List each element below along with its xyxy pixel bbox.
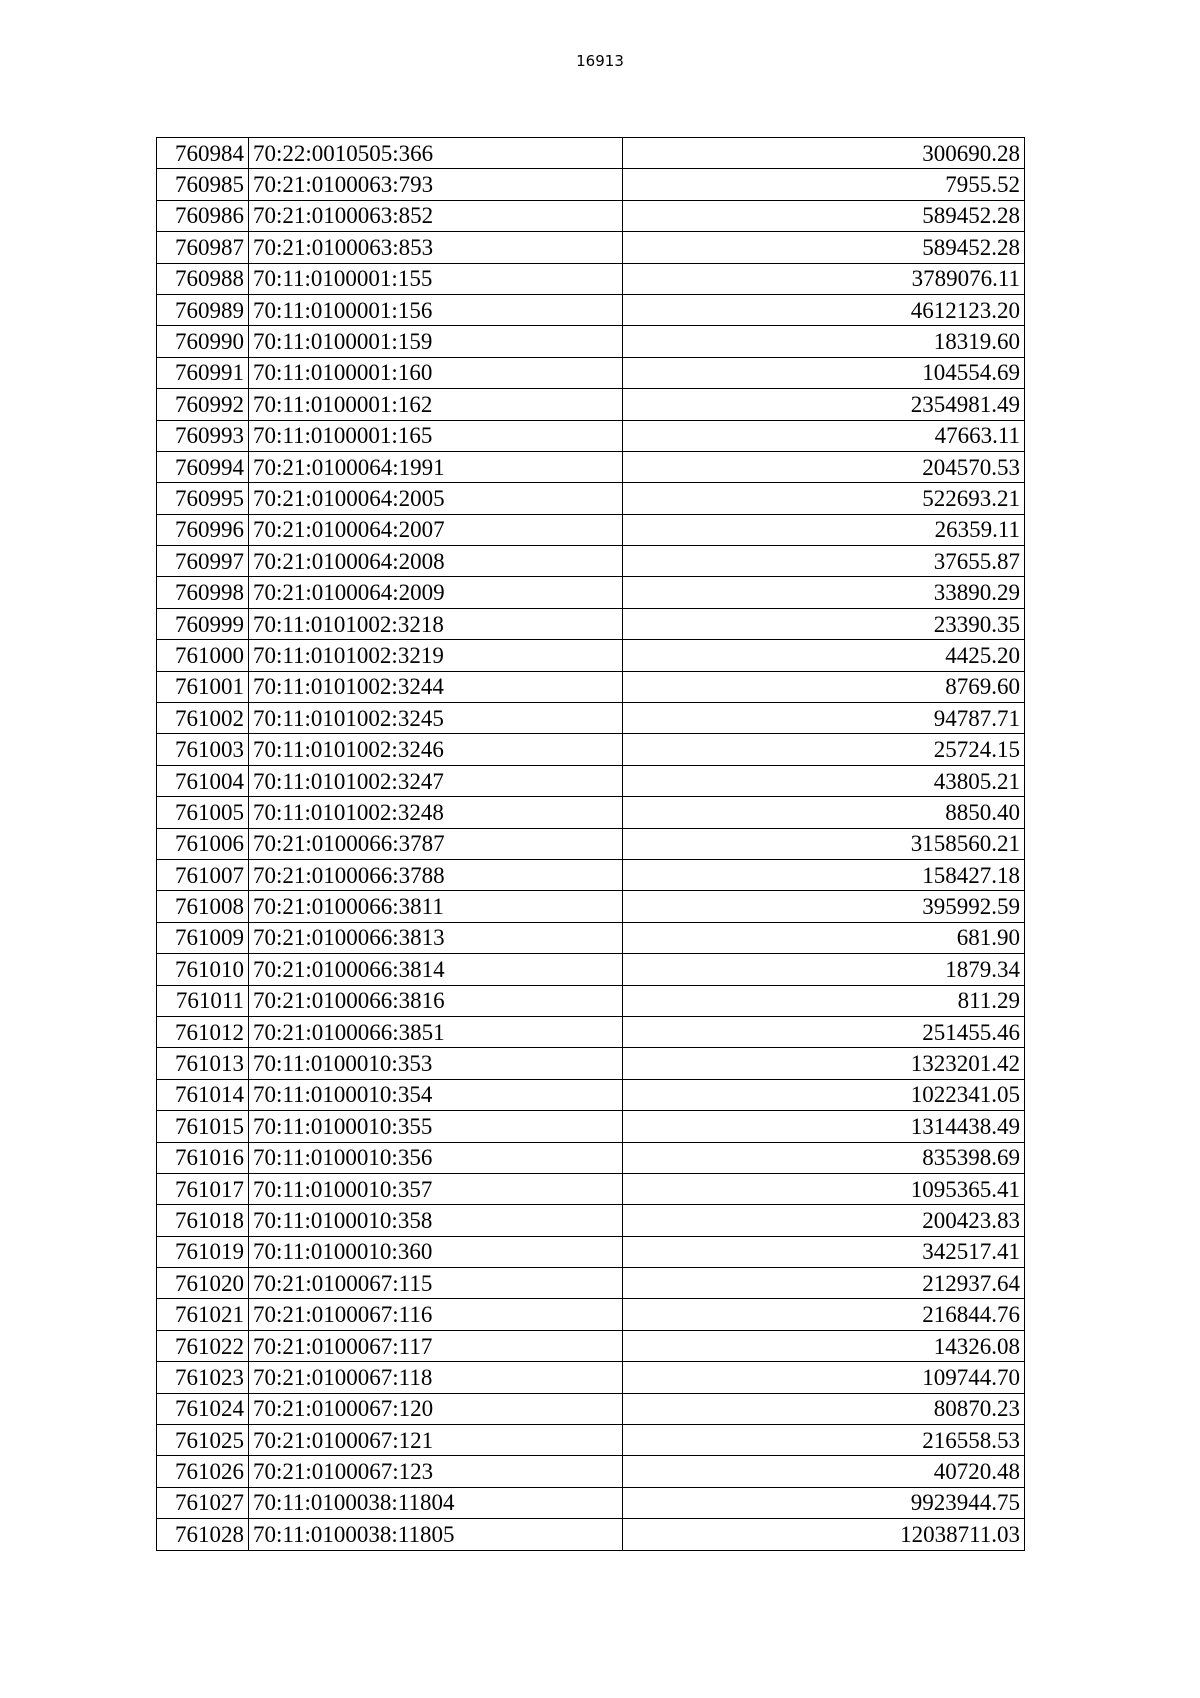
cadastral-value-cell: 1022341.05 bbox=[623, 1079, 1025, 1110]
row-id-cell: 760996 bbox=[157, 514, 249, 545]
cadastral-value-cell: 589452.28 bbox=[623, 232, 1025, 263]
table-row bbox=[157, 1487, 1025, 1518]
row-id-cell: 761015 bbox=[157, 1111, 249, 1142]
row-id-cell: 760988 bbox=[157, 263, 249, 294]
row-id-cell: 760995 bbox=[157, 483, 249, 514]
table-row bbox=[157, 1205, 1025, 1236]
cadastral-number-cell: 70:22:0010505:366 bbox=[249, 138, 623, 169]
cadastral-value-cell: 1314438.49 bbox=[623, 1111, 1025, 1142]
cadastral-number-cell: 70:21:0100064:2008 bbox=[249, 546, 623, 577]
cadastral-value-cell: 1879.34 bbox=[623, 954, 1025, 985]
table-row bbox=[157, 1173, 1025, 1204]
cadastral-value-cell: 216558.53 bbox=[623, 1425, 1025, 1456]
table-row bbox=[157, 200, 1025, 231]
cadastral-value-cell: 158427.18 bbox=[623, 859, 1025, 890]
row-id-cell: 760984 bbox=[157, 138, 249, 169]
row-id-cell: 761027 bbox=[157, 1487, 249, 1518]
row-id-cell: 761008 bbox=[157, 891, 249, 922]
table-row bbox=[157, 1111, 1025, 1142]
row-id-cell: 761022 bbox=[157, 1330, 249, 1361]
cadastral-number-cell: 70:21:0100066:3814 bbox=[249, 954, 623, 985]
table-row bbox=[157, 514, 1025, 545]
cadastral-value-cell: 204570.53 bbox=[623, 451, 1025, 482]
table-row bbox=[157, 922, 1025, 953]
cadastral-value-cell: 109744.70 bbox=[623, 1362, 1025, 1393]
cadastral-value-cell: 681.90 bbox=[623, 922, 1025, 953]
cadastral-number-cell: 70:11:0100001:159 bbox=[249, 326, 623, 357]
table-row bbox=[157, 451, 1025, 482]
cadastral-value-cell: 33890.29 bbox=[623, 577, 1025, 608]
row-id-cell: 761016 bbox=[157, 1142, 249, 1173]
cadastral-number-cell: 70:21:0100064:2005 bbox=[249, 483, 623, 514]
table-row bbox=[157, 797, 1025, 828]
cadastral-number-cell: 70:11:0100010:358 bbox=[249, 1205, 623, 1236]
row-id-cell: 761001 bbox=[157, 671, 249, 702]
row-id-cell: 760985 bbox=[157, 169, 249, 200]
table-row bbox=[157, 734, 1025, 765]
cadastral-number-cell: 70:11:0101002:3219 bbox=[249, 640, 623, 671]
cadastral-value-table bbox=[156, 137, 1025, 1551]
row-id-cell: 761019 bbox=[157, 1236, 249, 1267]
cadastral-value-cell: 3158560.21 bbox=[623, 828, 1025, 859]
cadastral-value-cell: 18319.60 bbox=[623, 326, 1025, 357]
cadastral-value-cell: 342517.41 bbox=[623, 1236, 1025, 1267]
table-body bbox=[157, 138, 1025, 1551]
cadastral-number-cell: 70:21:0100066:3851 bbox=[249, 1016, 623, 1047]
cadastral-number-cell: 70:21:0100067:118 bbox=[249, 1362, 623, 1393]
cadastral-number-cell: 70:11:0100010:360 bbox=[249, 1236, 623, 1267]
cadastral-value-cell: 2354981.49 bbox=[623, 389, 1025, 420]
table-row bbox=[157, 1362, 1025, 1393]
cadastral-number-cell: 70:21:0100066:3811 bbox=[249, 891, 623, 922]
table-row bbox=[157, 263, 1025, 294]
row-id-cell: 761023 bbox=[157, 1362, 249, 1393]
cadastral-number-cell: 70:11:0100001:160 bbox=[249, 357, 623, 388]
table-row bbox=[157, 546, 1025, 577]
cadastral-value-cell: 300690.28 bbox=[623, 138, 1025, 169]
cadastral-value-cell: 94787.71 bbox=[623, 703, 1025, 734]
cadastral-value-cell: 26359.11 bbox=[623, 514, 1025, 545]
row-id-cell: 761003 bbox=[157, 734, 249, 765]
cadastral-value-cell: 395992.59 bbox=[623, 891, 1025, 922]
row-id-cell: 761021 bbox=[157, 1299, 249, 1330]
table-row bbox=[157, 765, 1025, 796]
cadastral-value-cell: 9923944.75 bbox=[623, 1487, 1025, 1518]
cadastral-number-cell: 70:21:0100063:853 bbox=[249, 232, 623, 263]
cadastral-number-cell: 70:21:0100063:793 bbox=[249, 169, 623, 200]
cadastral-number-cell: 70:11:0101002:3244 bbox=[249, 671, 623, 702]
cadastral-number-cell: 70:11:0101002:3248 bbox=[249, 797, 623, 828]
table-row bbox=[157, 1299, 1025, 1330]
table-row bbox=[157, 859, 1025, 890]
cadastral-number-cell: 70:21:0100067:123 bbox=[249, 1456, 623, 1487]
table-row bbox=[157, 483, 1025, 514]
row-id-cell: 761005 bbox=[157, 797, 249, 828]
row-id-cell: 760993 bbox=[157, 420, 249, 451]
table-row bbox=[157, 420, 1025, 451]
cadastral-value-cell: 43805.21 bbox=[623, 765, 1025, 796]
cadastral-number-cell: 70:21:0100064:2007 bbox=[249, 514, 623, 545]
table-row bbox=[157, 1016, 1025, 1047]
cadastral-number-cell: 70:11:0101002:3245 bbox=[249, 703, 623, 734]
row-id-cell: 761018 bbox=[157, 1205, 249, 1236]
cadastral-value-cell: 8850.40 bbox=[623, 797, 1025, 828]
row-id-cell: 761011 bbox=[157, 985, 249, 1016]
table-row bbox=[157, 1425, 1025, 1456]
cadastral-value-cell: 14326.08 bbox=[623, 1330, 1025, 1361]
cadastral-number-cell: 70:11:0100010:357 bbox=[249, 1173, 623, 1204]
table-row bbox=[157, 828, 1025, 859]
table-row bbox=[157, 577, 1025, 608]
table-row bbox=[157, 954, 1025, 985]
cadastral-number-cell: 70:11:0100001:155 bbox=[249, 263, 623, 294]
cadastral-number-cell: 70:21:0100066:3813 bbox=[249, 922, 623, 953]
cadastral-number-cell: 70:11:0100010:355 bbox=[249, 1111, 623, 1142]
row-id-cell: 760997 bbox=[157, 546, 249, 577]
cadastral-number-cell: 70:21:0100066:3816 bbox=[249, 985, 623, 1016]
row-id-cell: 761028 bbox=[157, 1519, 249, 1550]
cadastral-value-cell: 7955.52 bbox=[623, 169, 1025, 200]
cadastral-value-cell: 37655.87 bbox=[623, 546, 1025, 577]
row-id-cell: 761017 bbox=[157, 1173, 249, 1204]
row-id-cell: 761010 bbox=[157, 954, 249, 985]
cadastral-number-cell: 70:21:0100063:852 bbox=[249, 200, 623, 231]
row-id-cell: 761025 bbox=[157, 1425, 249, 1456]
table-row bbox=[157, 169, 1025, 200]
row-id-cell: 761009 bbox=[157, 922, 249, 953]
cadastral-value-cell: 104554.69 bbox=[623, 357, 1025, 388]
table-row bbox=[157, 389, 1025, 420]
row-id-cell: 761020 bbox=[157, 1268, 249, 1299]
cadastral-number-cell: 70:11:0100038:11804 bbox=[249, 1487, 623, 1518]
table-row bbox=[157, 326, 1025, 357]
cadastral-number-cell: 70:21:0100064:1991 bbox=[249, 451, 623, 482]
row-id-cell: 761004 bbox=[157, 765, 249, 796]
cadastral-number-cell: 70:11:0101002:3247 bbox=[249, 765, 623, 796]
row-id-cell: 760998 bbox=[157, 577, 249, 608]
row-id-cell: 761024 bbox=[157, 1393, 249, 1424]
cadastral-number-cell: 70:21:0100064:2009 bbox=[249, 577, 623, 608]
row-id-cell: 760987 bbox=[157, 232, 249, 263]
cadastral-value-cell: 811.29 bbox=[623, 985, 1025, 1016]
cadastral-value-cell: 3789076.11 bbox=[623, 263, 1025, 294]
cadastral-value-cell: 23390.35 bbox=[623, 608, 1025, 639]
page-number: 16913 bbox=[576, 52, 624, 70]
cadastral-value-cell: 80870.23 bbox=[623, 1393, 1025, 1424]
cadastral-number-cell: 70:11:0100010:353 bbox=[249, 1048, 623, 1079]
cadastral-number-cell: 70:21:0100066:3788 bbox=[249, 859, 623, 890]
cadastral-number-cell: 70:11:0100010:356 bbox=[249, 1142, 623, 1173]
cadastral-value-cell: 40720.48 bbox=[623, 1456, 1025, 1487]
cadastral-value-cell: 522693.21 bbox=[623, 483, 1025, 514]
cadastral-number-cell: 70:11:0100001:165 bbox=[249, 420, 623, 451]
cadastral-value-cell: 8769.60 bbox=[623, 671, 1025, 702]
row-id-cell: 760994 bbox=[157, 451, 249, 482]
cadastral-value-cell: 25724.15 bbox=[623, 734, 1025, 765]
table-row bbox=[157, 232, 1025, 263]
cadastral-number-cell: 70:11:0100001:162 bbox=[249, 389, 623, 420]
row-id-cell: 760989 bbox=[157, 294, 249, 325]
cadastral-number-cell: 70:21:0100067:121 bbox=[249, 1425, 623, 1456]
cadastral-number-cell: 70:21:0100067:116 bbox=[249, 1299, 623, 1330]
table-row bbox=[157, 294, 1025, 325]
cadastral-value-cell: 251455.46 bbox=[623, 1016, 1025, 1047]
cadastral-value-cell: 835398.69 bbox=[623, 1142, 1025, 1173]
cadastral-number-cell: 70:21:0100066:3787 bbox=[249, 828, 623, 859]
table-row bbox=[157, 1393, 1025, 1424]
table-row bbox=[157, 1519, 1025, 1550]
table-row bbox=[157, 1268, 1025, 1299]
table-row bbox=[157, 138, 1025, 169]
cadastral-value-cell: 216844.76 bbox=[623, 1299, 1025, 1330]
cadastral-value-cell: 1323201.42 bbox=[623, 1048, 1025, 1079]
cadastral-number-cell: 70:21:0100067:115 bbox=[249, 1268, 623, 1299]
table-row bbox=[157, 608, 1025, 639]
cadastral-value-cell: 4612123.20 bbox=[623, 294, 1025, 325]
row-id-cell: 760992 bbox=[157, 389, 249, 420]
cadastral-value-cell: 200423.83 bbox=[623, 1205, 1025, 1236]
row-id-cell: 760990 bbox=[157, 326, 249, 357]
table-row bbox=[157, 1142, 1025, 1173]
row-id-cell: 760991 bbox=[157, 357, 249, 388]
row-id-cell: 761012 bbox=[157, 1016, 249, 1047]
table-row bbox=[157, 1330, 1025, 1361]
row-id-cell: 761000 bbox=[157, 640, 249, 671]
cadastral-number-cell: 70:11:0101002:3246 bbox=[249, 734, 623, 765]
row-id-cell: 761006 bbox=[157, 828, 249, 859]
row-id-cell: 761002 bbox=[157, 703, 249, 734]
cadastral-value-cell: 4425.20 bbox=[623, 640, 1025, 671]
cadastral-number-cell: 70:21:0100067:120 bbox=[249, 1393, 623, 1424]
row-id-cell: 761013 bbox=[157, 1048, 249, 1079]
table-row bbox=[157, 357, 1025, 388]
cadastral-number-cell: 70:11:0100001:156 bbox=[249, 294, 623, 325]
row-id-cell: 761007 bbox=[157, 859, 249, 890]
table-row bbox=[157, 1236, 1025, 1267]
row-id-cell: 760999 bbox=[157, 608, 249, 639]
table-row bbox=[157, 891, 1025, 922]
table-row bbox=[157, 703, 1025, 734]
cadastral-number-cell: 70:11:0100010:354 bbox=[249, 1079, 623, 1110]
row-id-cell: 761014 bbox=[157, 1079, 249, 1110]
table-row bbox=[157, 1048, 1025, 1079]
cadastral-number-cell: 70:21:0100067:117 bbox=[249, 1330, 623, 1361]
cadastral-number-cell: 70:11:0100038:11805 bbox=[249, 1519, 623, 1550]
row-id-cell: 760986 bbox=[157, 200, 249, 231]
cadastral-value-cell: 47663.11 bbox=[623, 420, 1025, 451]
cadastral-value-cell: 12038711.03 bbox=[623, 1519, 1025, 1550]
table-row bbox=[157, 671, 1025, 702]
table-row bbox=[157, 985, 1025, 1016]
cadastral-value-cell: 589452.28 bbox=[623, 200, 1025, 231]
cadastral-value-cell: 212937.64 bbox=[623, 1268, 1025, 1299]
cadastral-value-cell: 1095365.41 bbox=[623, 1173, 1025, 1204]
table-row bbox=[157, 640, 1025, 671]
table-row bbox=[157, 1079, 1025, 1110]
cadastral-number-cell: 70:11:0101002:3218 bbox=[249, 608, 623, 639]
table-row bbox=[157, 1456, 1025, 1487]
row-id-cell: 761026 bbox=[157, 1456, 249, 1487]
